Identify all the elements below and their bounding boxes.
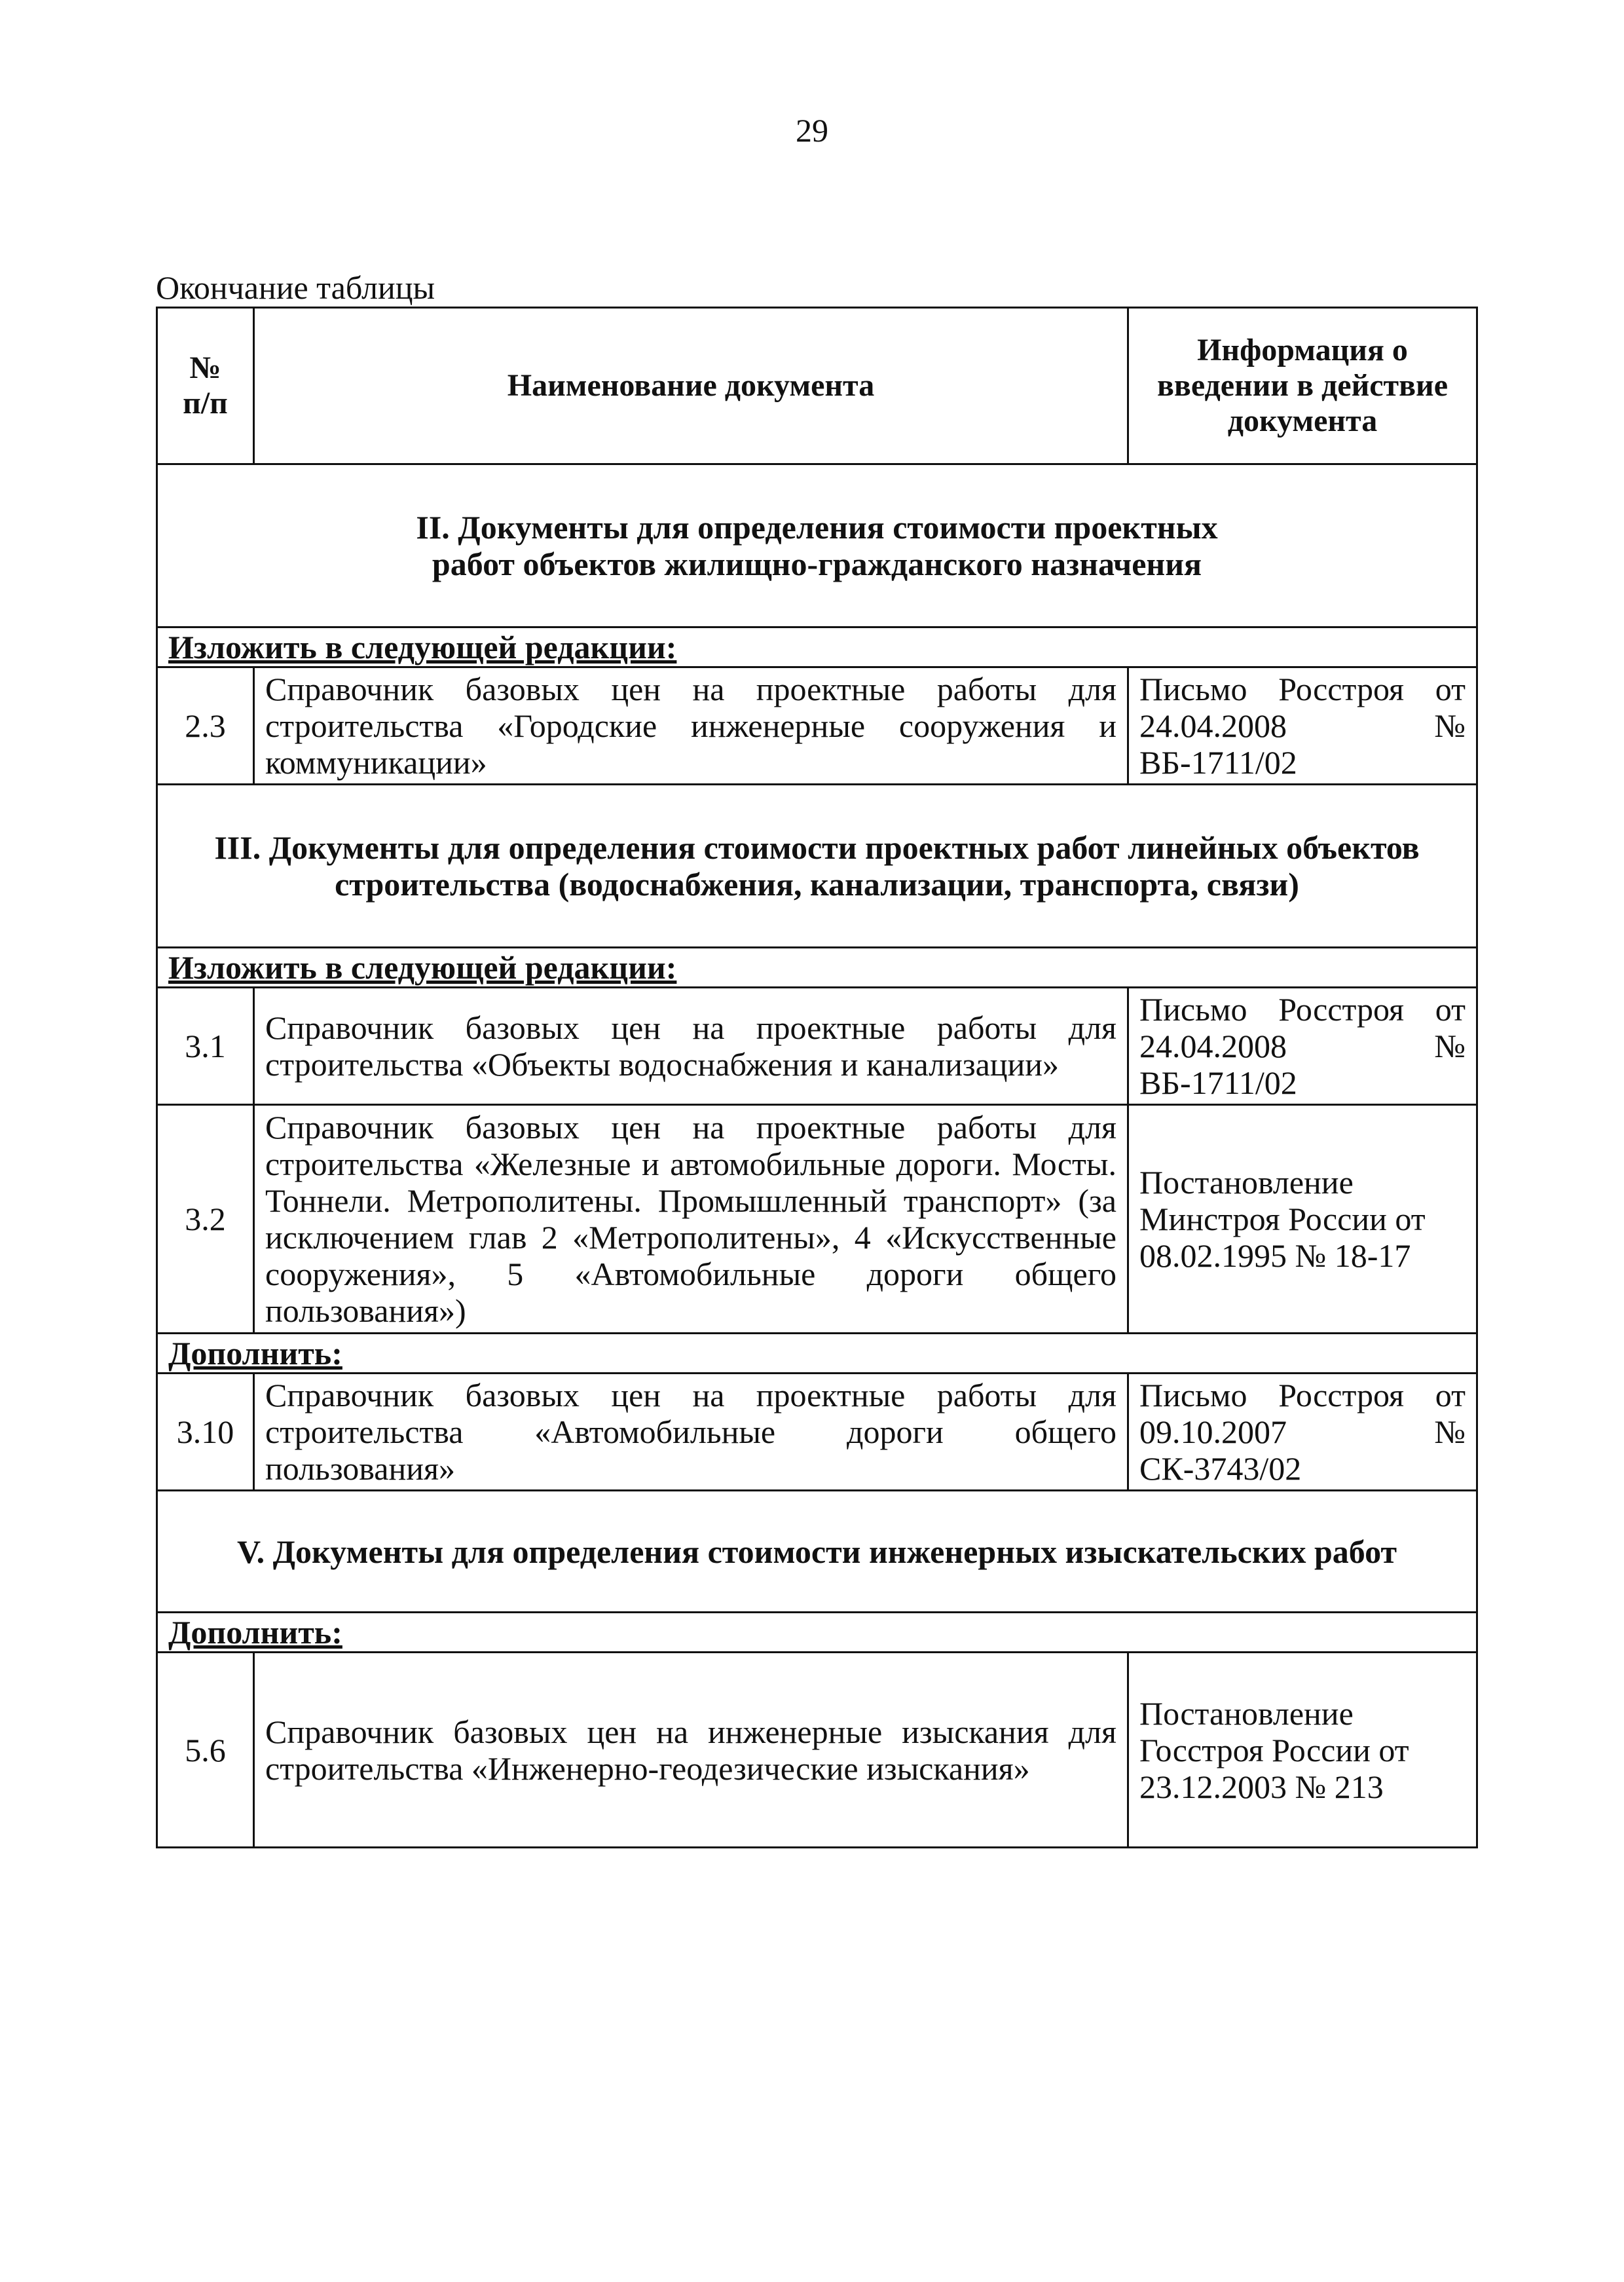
section-5-row [157, 1491, 1477, 1613]
row-info: Постановление Госстроя России от 23.12.2003 № 213 [1128, 1653, 1477, 1848]
section-3-directive-2: Дополнить: [157, 1334, 1477, 1374]
row-num: 2.3 [157, 667, 254, 785]
section-2-title: II. Документы для определения стоимости проектных работ объектов жилищно-гражданского назначения [157, 464, 1477, 627]
header-num: № п/п [157, 308, 254, 464]
row-document-name: Справочник базовых цен на инженерные изыскания для строительства «Инженерно-геодезические изыскания» [254, 1653, 1128, 1848]
section-2-row [157, 464, 1477, 627]
row-info: Письмо Росстроя от 24.04.2008 № ВБ-1711/02 [1128, 667, 1477, 785]
page-number: 29 [796, 112, 828, 149]
row-document-name: Справочник базовых цен на проектные работы для строительства «Автомобильные дороги общего пользования» [254, 1374, 1128, 1491]
section-5-directive-row [157, 1613, 1477, 1653]
table-row [157, 1105, 1477, 1334]
section-5-directive: Дополнить: [157, 1613, 1477, 1653]
row-num: 3.2 [157, 1105, 254, 1334]
row-num: 3.10 [157, 1374, 254, 1491]
section-2-directive-row [157, 627, 1477, 667]
section-3-title: III. Документы для определения стоимости проектных работ линейных объектов строительства (водоснабжения, канализации, транспорта, связи) [157, 785, 1477, 948]
section-5-title: V. Документы для определения стоимости инженерных изыскательских работ [157, 1491, 1477, 1613]
section-2-directive: Изложить в следующей редакции: [157, 627, 1477, 667]
row-num: 3.1 [157, 988, 254, 1105]
row-info: Письмо Росстроя от 24.04.2008 № ВБ-1711/02 [1128, 988, 1477, 1105]
documents-table [156, 307, 1478, 1848]
header-name: Наименование документа [254, 308, 1128, 464]
header-info: Информация о введении в действие документа [1128, 308, 1477, 464]
section-3-directive: Изложить в следующей редакции: [157, 948, 1477, 988]
row-document-name: Справочник базовых цен на проектные работы для строительства «Городские инженерные сооружения и коммуникации» [254, 667, 1128, 785]
row-document-name: Справочник базовых цен на проектные работы для строительства «Железные и автомобильные дороги. Мосты. Тоннели. Метрополитены. Промышленный транспорт» (за исключением глав 2 «Метрополитены», 4 «Искусственные сооружения», 5 «Автомобильные дороги общего пользования») [254, 1105, 1128, 1334]
table-header-row [157, 308, 1477, 464]
row-info: Постановление Минстроя России от 08.02.1995 № 18-17 [1128, 1105, 1477, 1334]
row-num: 5.6 [157, 1653, 254, 1848]
table-row [157, 988, 1477, 1105]
table-caption: Окончание таблицы [156, 269, 435, 306]
table-row [157, 667, 1477, 785]
row-info: Письмо Росстроя от 09.10.2007 № СК-3743/02 [1128, 1374, 1477, 1491]
section-3-row [157, 785, 1477, 948]
table-row [157, 1653, 1477, 1848]
section-3-directive-row [157, 948, 1477, 988]
row-document-name: Справочник базовых цен на проектные работы для строительства «Объекты водоснабжения и канализации» [254, 988, 1128, 1105]
section-3-directive-2-row [157, 1334, 1477, 1374]
table-row [157, 1374, 1477, 1491]
